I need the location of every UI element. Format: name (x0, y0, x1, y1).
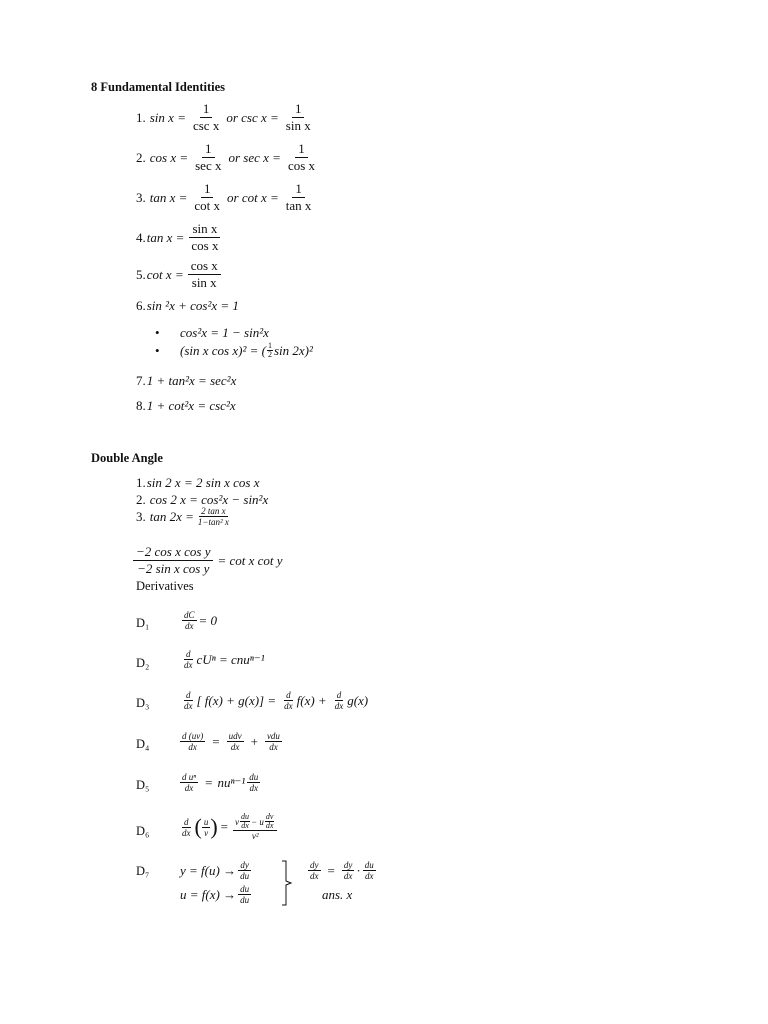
fraction: $\frac{\text{d uⁿ}}{dx}$ (182, 772, 197, 793)
fraction: $\frac{du}{dx}$ (241, 812, 249, 830)
fraction: $\frac{d}{dx}$ (182, 816, 191, 838)
identity-6-bullet-2: • (sin x cos x)² = ( $\frac{1}{2}$ sin 2x)² (155, 341, 313, 359)
d1-label: D₁ (136, 616, 150, 630)
derivative-d7-chain-rule: $\frac{dy}{dx}$ = $\frac{dy}{dx}$ · $\frac{du}{dx}$ (310, 860, 374, 881)
fraction: $\frac{\text{2 tan x}}{\text{1−tan² x}}$ (197, 506, 229, 527)
fraction: $\frac{\text{udv}}{dx}$ (228, 731, 242, 752)
fraction: $\frac{1}{\text{cot x}}$ (194, 181, 221, 213)
double-angle-2: 2. cos 2 x = cos²x − sin²x (136, 492, 269, 507)
d6-label: D₆ (136, 824, 150, 838)
left-paren: ( (194, 814, 202, 839)
double-angle-heading: Double Angle (91, 451, 163, 465)
identity-5: 5. cot x = $\frac{\text{cos x}}{\text{sin x}}$ (136, 259, 225, 290)
d5-label: D₅ (136, 778, 150, 792)
fraction: $\frac{1}{\text{csc x}}$ (192, 101, 220, 133)
fraction: $\frac{\text{sin x}}{\text{cos x}}$ (191, 221, 219, 253)
fraction: $\frac{\text{cos x}}{\text{sin x}}$ (188, 259, 221, 290)
fraction: $\frac{\text{−2 cos x cos y}}{\text{−2 sin x cos y}}$ (133, 545, 213, 576)
right-brace (280, 860, 294, 906)
fraction: $\frac{u}{v}$ (203, 816, 209, 838)
fundamental-heading: 8 Fundamental Identities (91, 80, 226, 94)
fraction: $\frac{1}{\text{sin x}}$ (285, 101, 311, 133)
d7-label: D₇ (136, 864, 150, 878)
identity-8: 8. 1 + cot²x = csc²x (136, 398, 236, 413)
fraction: $\frac{dy}{du}$ (240, 860, 250, 881)
derivative-d7-line2: u = f(x) → $\frac{du}{du}$ (180, 884, 250, 905)
identity-4: 4. tan x = $\frac{\text{sin x}}{\text{cos x}}$ (136, 222, 226, 253)
fraction: $\frac{du}{dx}$ (249, 772, 259, 793)
derivative-d6: $\frac{d}{dx}$ ( $\frac{u}{v}$ ) = v $\frac{du}{dx}$ − u $\frac{dv}{dx}$ v² (178, 813, 279, 841)
fraction: $\frac{dy}{dx}$ (310, 860, 319, 881)
fraction: $\frac{d}{dx}$ (184, 649, 193, 670)
derivative-d4: $\frac{d (uv)}{dx}$ = $\frac{\text{udv}}{dx}$ + $\frac{\text{vdu}}{dx}$ (182, 731, 280, 752)
fraction: $\frac{d (uv)}{dx}$ (182, 731, 204, 752)
derivative-d2: $\frac{d}{dx}$ cUⁿ = cnuⁿ⁻¹ (184, 649, 265, 670)
fraction: $\frac{1}{\text{sec x}}$ (195, 141, 222, 173)
identity-3: 3. tan x = $\frac{1}{\text{cot x}}$ or cot x = $\frac{1}{\text{tan x}}$ (136, 182, 318, 213)
fraction: $\frac{1}{2}$ (267, 341, 272, 359)
identity-1: 1. sin x = $\frac{1}{\text{csc x}}$ or csc x = $\frac{1}{\text{sin x}}$ (136, 102, 318, 133)
fraction: $\frac{du}{du}$ (240, 884, 250, 905)
cot-ratio: $\frac{\text{−2 cos x cos y}}{\text{−2 sin x cos y}}$ = cot x cot y (133, 545, 283, 576)
fraction: $\frac{dC}{dx}$ (184, 610, 195, 631)
fraction: $\frac{du}{dx}$ (364, 860, 374, 881)
identity-2: 2. cos x = $\frac{1}{\text{sec x}}$ or sec x = $\frac{1}{\text{cos x}}$ (136, 142, 322, 173)
d4-label: D₄ (136, 737, 150, 751)
fraction: $\frac{\text{vdu}}{dx}$ (266, 731, 280, 752)
double-angle-3: 3. tan 2x = $\frac{\text{2 tan x}}{\text{1−tan² x}}$ (136, 506, 229, 527)
fraction: $\frac{d}{dx}$ (284, 690, 293, 711)
derivative-d7-line1: y = f(u) → $\frac{dy}{du}$ (180, 860, 250, 881)
d2-label: D₂ (136, 656, 150, 670)
fraction: $\frac{dv}{dx}$ (265, 812, 274, 830)
derivative-d3: $\frac{d}{dx}$ [ f(x) + g(x)] = $\frac{d}{dx}$ f(x) + $\frac{d}{dx}$ g(x) (184, 690, 369, 711)
fraction: $\frac{1}{\text{cos x}}$ (287, 141, 316, 173)
right-paren: ) (210, 814, 218, 839)
d3-label: D₃ (136, 696, 150, 710)
identity-6: 6. sin ²x + cos²x = 1 (136, 298, 239, 313)
quotient-fraction: v $\frac{du}{dx}$ − u $\frac{dv}{dx}$ v² (233, 813, 277, 841)
fraction: $\frac{d}{dx}$ (334, 690, 344, 711)
fraction: $\frac{1}{\text{tan x}}$ (285, 181, 312, 213)
identity-6-bullet-1: • cos²x = 1 − sin²x (155, 325, 269, 340)
fraction: $\frac{dy}{dx}$ (343, 860, 353, 881)
identity-7: 7. 1 + tan²x = sec²x (136, 373, 237, 388)
fraction: $\frac{d}{dx}$ (184, 690, 193, 711)
derivative-d1: $\frac{dC}{dx}$ = 0 (184, 610, 218, 631)
derivatives-heading: Derivatives (136, 579, 194, 593)
derivative-d7-answer: ans. x (322, 887, 353, 902)
derivative-d5: $\frac{\text{d uⁿ}}{dx}$ = nuⁿ⁻¹ $\frac{du}{dx}$ (182, 772, 259, 793)
double-angle-1: 1. sin 2 x = 2 sin x cos x (136, 475, 260, 490)
